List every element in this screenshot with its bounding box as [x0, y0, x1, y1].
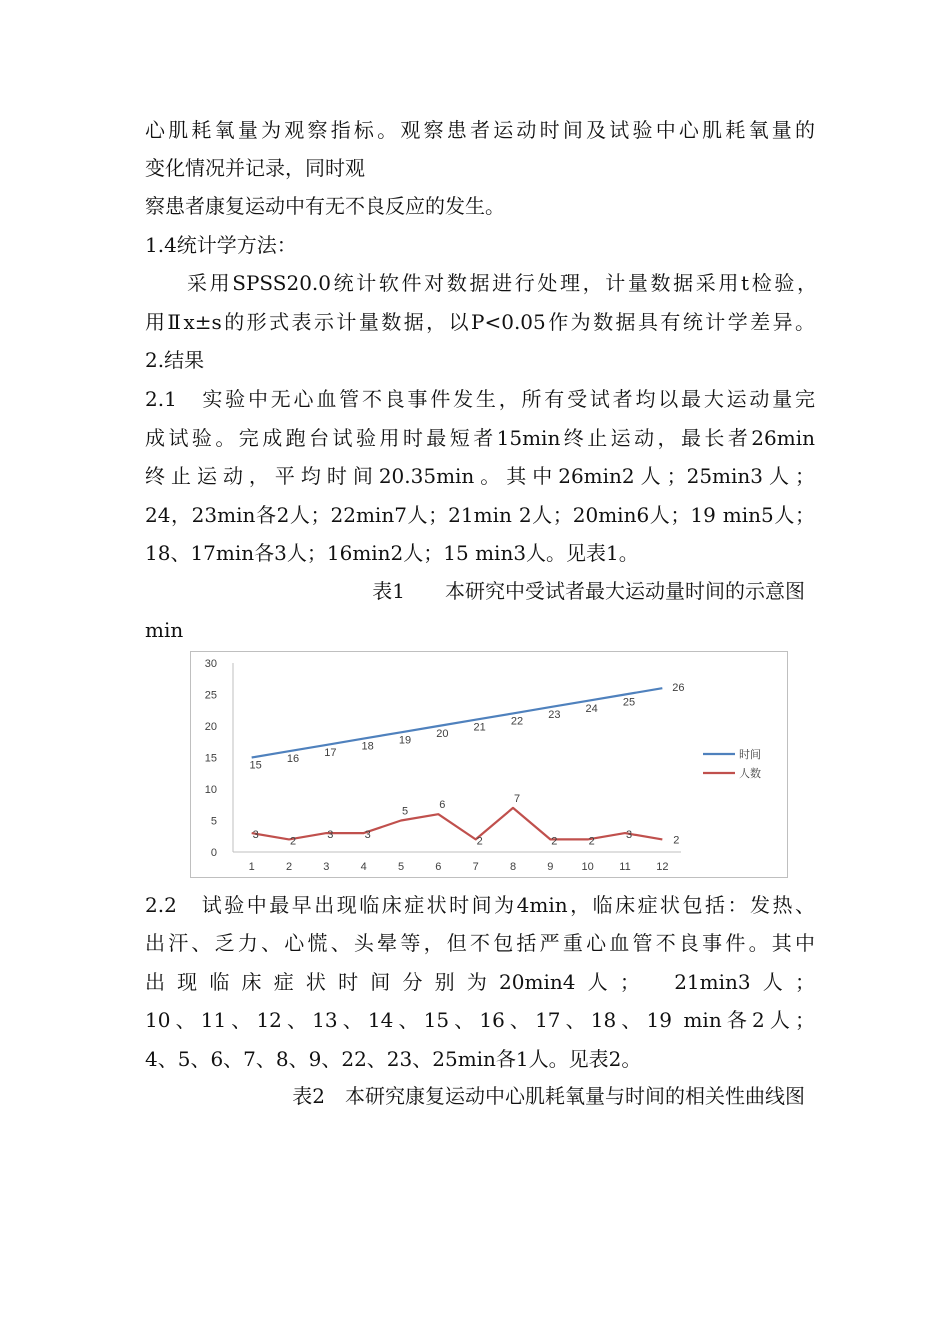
data-label: 20 — [436, 728, 449, 740]
data-label: 5 — [401, 805, 409, 818]
y-tick-label: 20 — [204, 721, 217, 733]
x-tick-label: 8 — [509, 861, 517, 873]
data-label: 17 — [324, 746, 337, 759]
statistics-paragraph-line-2: 用Ⅱx±s的形式表示计量数据，以P<0.05作为数据具有统计学差异。 — [145, 310, 815, 334]
results-2-2-line-1: 2.2 试验中最早出现临床症状时间为4min，临床症状包括：发热、 — [145, 893, 815, 917]
data-label: 2 — [289, 835, 297, 848]
results-2-2-line-4: 10、11、12、13、14、15、16、17、18、19 min各2人； — [145, 1008, 815, 1032]
results-2-1-line-4: 24，23min各2人；22min7人；21min 2人；20min6人；19 min5人； — [145, 503, 815, 527]
x-tick-label: 2 — [285, 861, 293, 873]
y-tick-label: 25 — [204, 689, 217, 702]
table-1-unit: min — [145, 618, 184, 642]
data-label: 7 — [513, 792, 521, 805]
paragraph-observation-line-2: 变化情况并记录，同时观 — [145, 156, 365, 180]
paragraph-observation-line-3: 察患者康复运动中有无不良反应的发生。 — [145, 194, 505, 218]
data-label: 26 — [672, 682, 685, 695]
x-tick-label: 3 — [323, 861, 330, 873]
legend-label-1: 时间 — [739, 748, 761, 761]
results-2-2-line-5: 4、5、6、7、8、9、22、23、25min各1人。见表2。 — [145, 1047, 642, 1071]
series-line-1 — [252, 688, 663, 757]
data-label: 3 — [625, 829, 633, 842]
data-label: 2 — [673, 834, 680, 847]
x-tick-label: 7 — [472, 861, 479, 873]
data-label: 2 — [476, 835, 483, 848]
table-1-caption: 表1 本研究中受试者最大运动量时间的示意图 — [372, 579, 805, 603]
x-tick-label: 12 — [656, 861, 669, 873]
section-1-4-heading: 1.4统计学方法： — [145, 233, 297, 257]
results-2-2-line-3: 出现临床症状时间分别为20min4人； 21min3人； — [145, 970, 815, 994]
y-tick-label: 30 — [204, 658, 217, 670]
results-2-1-line-1: 2.1 实验中无心血管不良事件发生，所有受试者均以最大运动量完 — [145, 387, 815, 411]
data-label: 19 — [398, 734, 412, 747]
data-label: 21 — [473, 721, 486, 734]
data-label: 15 — [249, 759, 262, 772]
x-tick-label: 11 — [619, 861, 631, 873]
data-label: 3 — [327, 829, 334, 842]
statistics-paragraph-line-1: 采用SPSS20.0统计软件对数据进行处理，计量数据采用t检验， — [187, 271, 817, 295]
data-label: 16 — [286, 753, 300, 766]
paragraph-observation-line-1: 心肌耗氧量为观察指标。观察患者运动时间及试验中心肌耗氧量的 — [145, 118, 815, 142]
data-label: 18 — [361, 740, 374, 753]
legend-label-2: 人数 — [739, 767, 761, 780]
x-tick-label: 6 — [435, 861, 442, 873]
data-label: 23 — [548, 709, 561, 722]
results-2-2-line-2: 出汗、乏力、心慌、头晕等，但不包括严重心血管不良事件。其中 — [145, 931, 815, 955]
x-tick-label: 9 — [547, 861, 554, 873]
data-label: 25 — [622, 696, 636, 709]
y-tick-label: 15 — [204, 752, 217, 765]
data-label: 2 — [588, 835, 595, 848]
data-label: 24 — [585, 702, 598, 715]
y-tick-label: 5 — [210, 815, 217, 828]
table-2-caption: 表2 本研究康复运动中心肌耗氧量与时间的相关性曲线图 — [292, 1084, 805, 1108]
x-tick-label: 1 — [248, 861, 255, 873]
data-label: 22 — [510, 715, 524, 728]
section-2-heading: 2.结果 — [145, 348, 205, 372]
results-2-1-line-3: 终止运动，平均时间20.35min。其中26min2人；25min3人； — [145, 464, 815, 488]
series-line-2 — [252, 805, 663, 840]
line-chart — [191, 652, 789, 879]
data-label: 2 — [551, 835, 558, 848]
y-tick-label: 10 — [204, 784, 217, 796]
data-label: 3 — [252, 829, 259, 842]
x-tick-label: 4 — [360, 861, 367, 873]
x-tick-label: 5 — [397, 861, 405, 873]
results-2-1-line-5: 18、17min各3人；16min2人；15 min3人。见表1。 — [145, 541, 639, 565]
data-label: 3 — [364, 829, 371, 842]
data-label: 6 — [439, 799, 446, 812]
chart-container — [190, 651, 788, 878]
y-tick-label: 0 — [210, 847, 217, 859]
x-tick-label: 10 — [581, 861, 594, 873]
results-2-1-line-2: 成试验。完成跑台试验用时最短者15min终止运动，最长者26min — [145, 426, 815, 450]
